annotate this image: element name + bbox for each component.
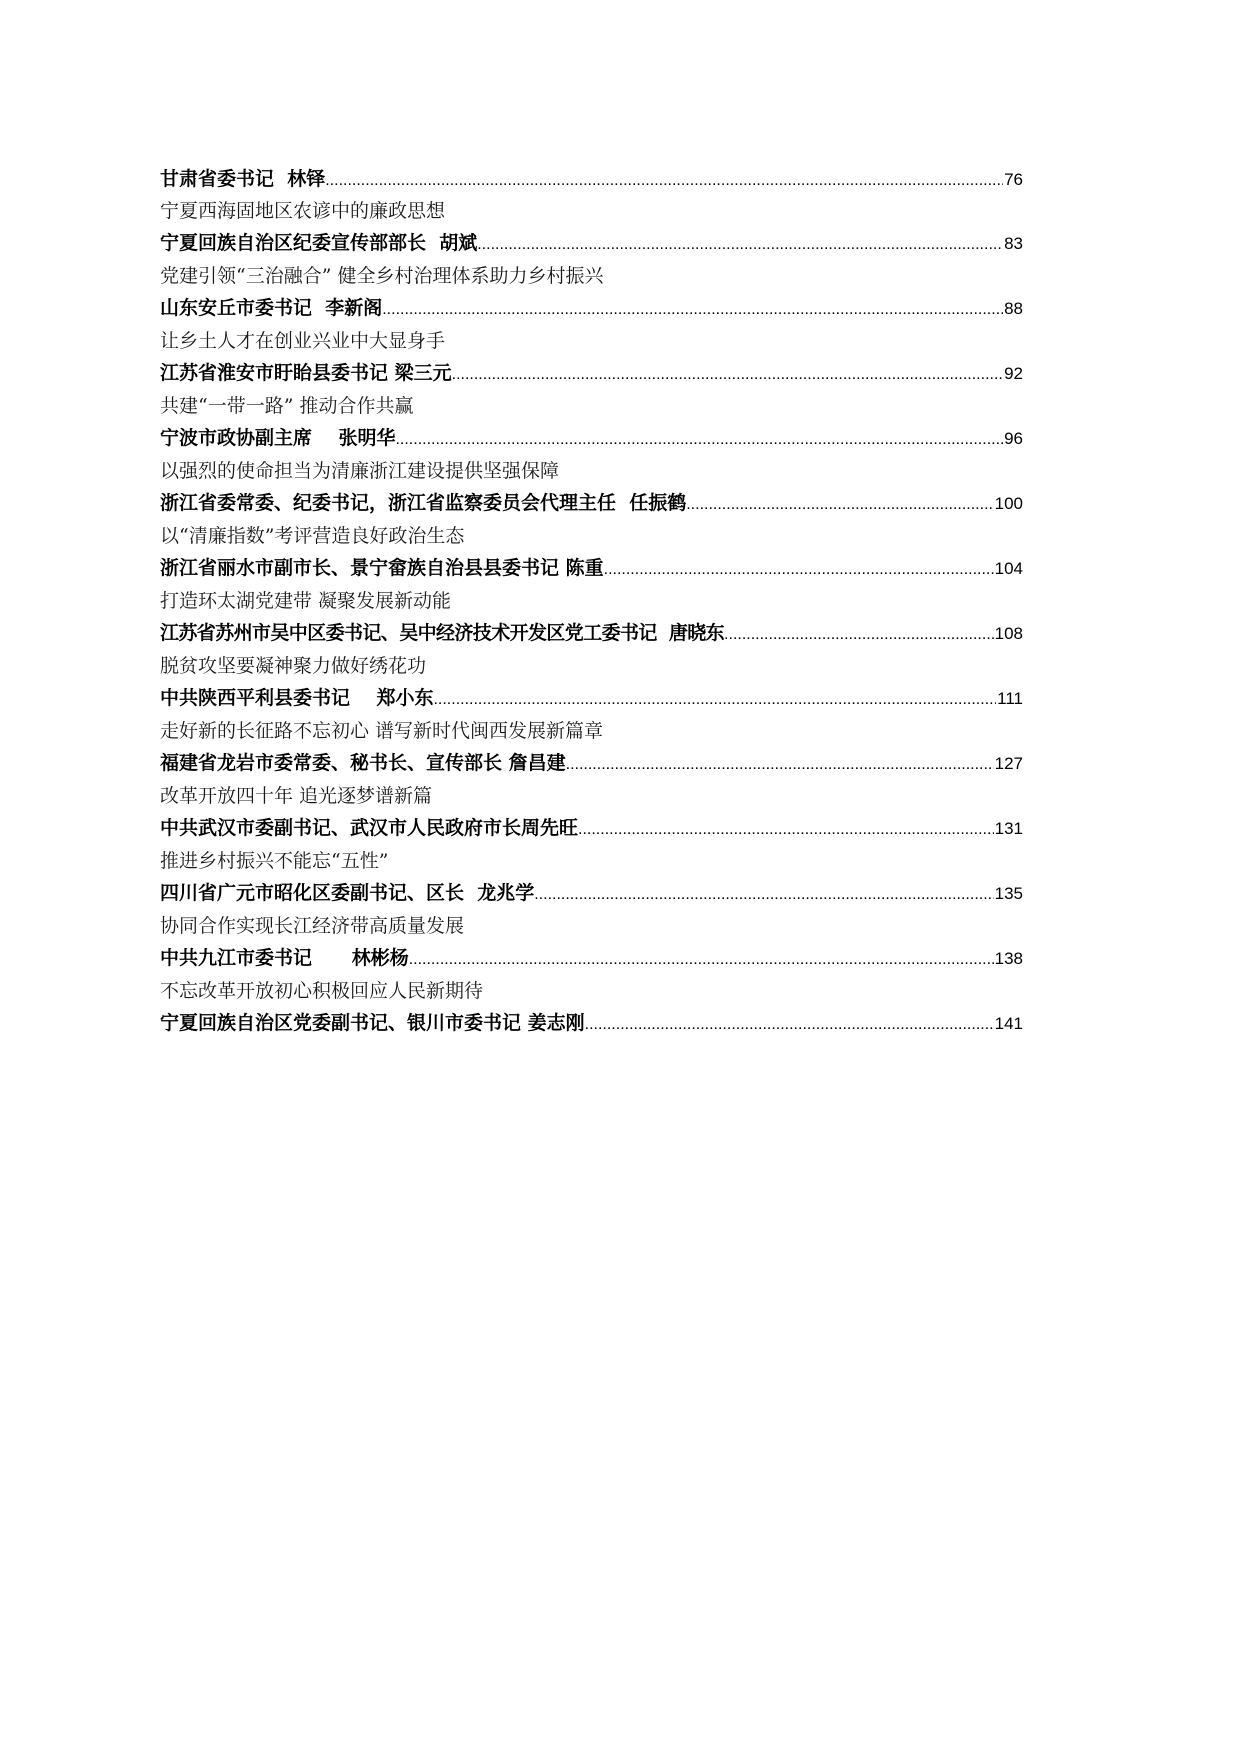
toc-author: 浙江省委常委、纪委书记，浙江省监察委员会代理主任 任振鹤 <box>160 492 687 514</box>
toc-author: 甘肃省委书记 林铎 <box>160 168 326 190</box>
toc-entry <box>160 260 1023 325</box>
toc-page-number: 88 <box>1004 299 1023 318</box>
toc-entry <box>160 325 1023 390</box>
toc-author-line[interactable] <box>160 552 1023 585</box>
toc-author: 中共陕西平利县委书记 郑小东 <box>160 687 434 709</box>
toc-title: 让乡土人才在创业兴业中大显身手 <box>160 330 446 352</box>
toc-author-line[interactable] <box>160 942 1023 975</box>
toc-title: 不忘改革开放初心积极回应人民新期待 <box>160 980 484 1002</box>
toc-page-number: 138 <box>994 949 1023 968</box>
table-of-contents <box>160 163 1023 1040</box>
toc-entry <box>160 390 1023 455</box>
toc-author: 江苏省苏州市吴中区委书记、吴中经济技术开发区党工委书记 唐晓东 <box>160 622 725 644</box>
toc-author: 宁夏回族自治区纪委宣传部部长 胡斌 <box>160 232 478 254</box>
toc-author: 福建省龙岩市委常委、秘书长、宣传部长 詹昌建 <box>160 752 566 774</box>
toc-page-number: 92 <box>1004 364 1023 383</box>
toc-entry <box>160 910 1023 975</box>
toc-author-line[interactable] <box>160 487 1023 520</box>
toc-dot-leader <box>686 488 993 521</box>
toc-title: 宁夏西海固地区农谚中的廉政思想 <box>160 200 446 222</box>
toc-dot-leader <box>578 813 994 846</box>
toc-page-number: 141 <box>994 1014 1023 1033</box>
toc-page-number: 135 <box>994 884 1023 903</box>
toc-page-number: 111 <box>997 689 1023 708</box>
toc-author-line[interactable] <box>160 357 1023 390</box>
toc-entry <box>160 163 1023 195</box>
toc-dot-leader <box>585 1008 994 1041</box>
toc-page-number: 76 <box>1004 170 1023 189</box>
toc-dot-leader <box>395 423 1003 456</box>
toc-page-number: 127 <box>994 754 1023 773</box>
toc-entry <box>160 780 1023 845</box>
toc-author-line[interactable] <box>160 812 1023 845</box>
toc-dot-leader <box>409 943 994 976</box>
toc-page-number: 100 <box>994 494 1023 513</box>
toc-title: 推进乡村振兴不能忘“五性” <box>160 850 389 872</box>
toc-title: 改革开放四十年 追光逐梦谱新篇 <box>160 785 433 807</box>
toc-title: 协同合作实现长江经济带高质量发展 <box>160 915 465 937</box>
toc-author: 中共武汉市委副书记、武汉市人民政府市长周先旺 <box>160 817 579 839</box>
toc-author-line[interactable] <box>160 617 1023 650</box>
toc-entry <box>160 455 1023 520</box>
toc-author-line[interactable] <box>160 422 1023 455</box>
toc-author-line[interactable] <box>160 227 1023 260</box>
toc-dot-leader <box>724 618 994 651</box>
toc-page-number: 96 <box>1004 429 1023 448</box>
toc-author: 宁夏回族自治区党委副书记、银川市委书记 姜志刚 <box>160 1012 585 1034</box>
toc-entry <box>160 585 1023 650</box>
toc-title: 走好新的长征路不忘初心 谱写新时代闽西发展新篇章 <box>160 720 604 742</box>
toc-author: 浙江省丽水市副市长、景宁畲族自治县县委书记 陈重 <box>160 557 604 579</box>
toc-title: 共建“一带一路” 推动合作共赢 <box>160 395 414 417</box>
toc-dot-leader <box>534 878 993 911</box>
toc-title: 脱贫攻坚要凝神聚力做好绣花功 <box>160 655 427 677</box>
toc-dot-leader <box>477 228 1003 261</box>
toc-entry <box>160 650 1023 715</box>
toc-entry <box>160 195 1023 260</box>
toc-page-number: 104 <box>994 559 1023 578</box>
toc-author: 江苏省淮安市盱眙县委书记 梁三元 <box>160 362 452 384</box>
toc-title: 以“清廉指数”考评营造良好政治生态 <box>160 525 465 547</box>
toc-page-number: 83 <box>1004 234 1023 253</box>
toc-author-line[interactable] <box>160 747 1023 780</box>
toc-dot-leader <box>433 683 996 716</box>
toc-entry <box>160 520 1023 585</box>
toc-title: 以强烈的使命担当为清廉浙江建设提供坚强保障 <box>160 460 560 482</box>
toc-dot-leader <box>325 165 1003 197</box>
toc-author: 中共九江市委书记 林彬杨 <box>160 947 409 969</box>
toc-entry <box>160 715 1023 780</box>
toc-title: 打造环太湖党建带 凝聚发展新动能 <box>160 590 452 612</box>
toc-author: 四川省广元市昭化区委副书记、区长 龙兆学 <box>160 882 535 904</box>
toc-author-line[interactable] <box>160 1007 1023 1040</box>
toc-page-number: 131 <box>994 819 1023 838</box>
toc-dot-leader <box>566 748 994 781</box>
toc-author-line[interactable] <box>160 682 1023 715</box>
toc-entry <box>160 845 1023 910</box>
toc-dot-leader <box>604 553 994 586</box>
toc-author-line[interactable] <box>160 877 1023 910</box>
toc-page-number: 108 <box>994 624 1023 643</box>
toc-author: 宁波市政协副主席 张明华 <box>160 427 396 449</box>
toc-author-line[interactable] <box>160 163 1023 195</box>
toc-author: 山东安丘市委书记 李新阁 <box>160 297 383 319</box>
toc-dot-leader <box>452 358 1003 391</box>
toc-author-line[interactable] <box>160 292 1023 325</box>
toc-dot-leader <box>382 293 1003 326</box>
toc-entry <box>160 975 1023 1040</box>
toc-title: 党建引领“三治融合” 健全乡村治理体系助力乡村振兴 <box>160 265 604 287</box>
